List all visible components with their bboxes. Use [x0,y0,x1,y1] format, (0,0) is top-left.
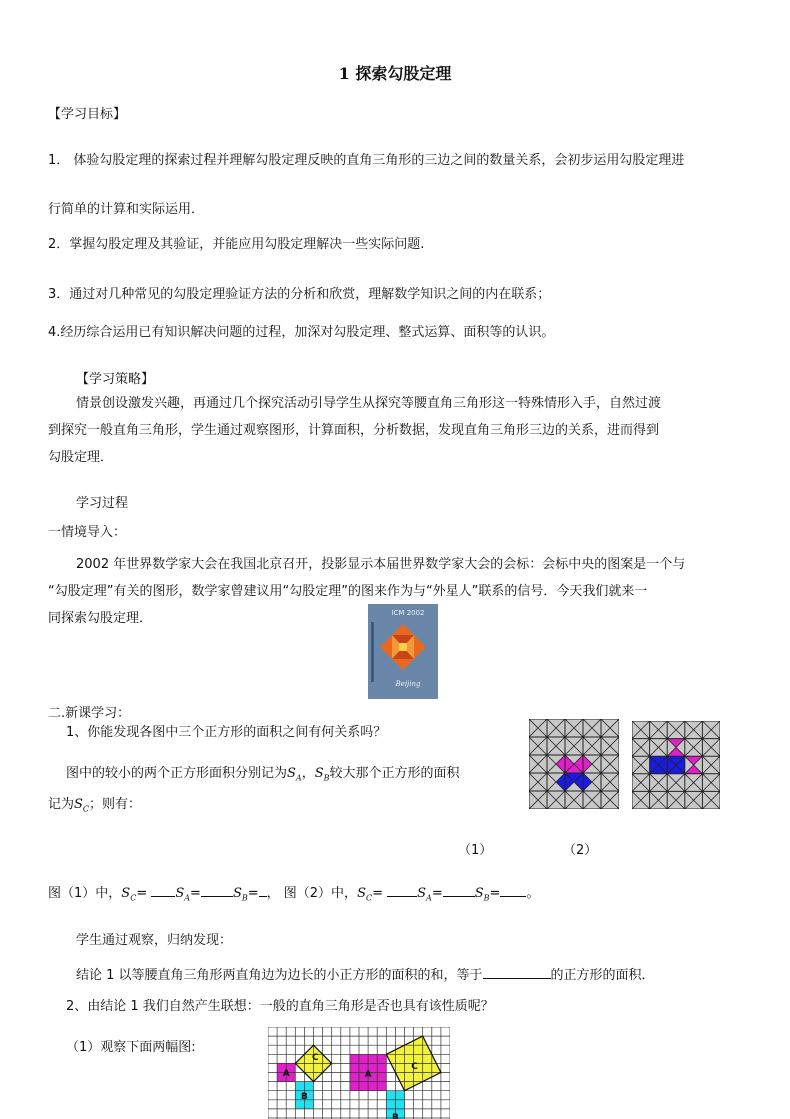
var-sc: $S_C$ [74,797,90,814]
var-sb-2: $S_B$ [474,886,490,903]
goal-3: 3．通过对几种常见的勾股定理验证方法的分析和欣赏，理解数学知识之间的内在联系； [48,287,551,302]
strategy-line-1: 情景创设激发兴趣，再通过几个探究活动引导学生从探究等腰直角三角形这一特殊情形入手，自然过渡 [76,396,662,411]
var-sa: $S_A$ [287,766,302,783]
page-title: 1 探索勾股定理 [338,64,452,83]
intro-line-2: “勾股定理”有关的图形，数学家曾建议用“勾股定理”的图来作为与“外星人”联系的信号．今天我们就来一 [48,584,648,599]
strategy-heading: 【学习策略】 [76,372,155,387]
fill-in-line [48,884,539,903]
blank-sc-2[interactable] [387,884,417,897]
observation-line: 学生通过观察，归纳发现： [76,933,233,948]
strategy-line-3: 勾股定理． [48,450,114,465]
question-1: 1、你能发现各图中三个正方形的面积之间有何关系吗？ [66,725,387,740]
eq: = [489,886,501,901]
conclusion-1-pre: 结论 1 以等腰直角三角形两直角边为边长的小正方形的面积的和，等于 [76,968,483,983]
var-sb: $S_B$ [314,766,330,783]
label-b-left: B [300,1091,308,1102]
label-a-right: A [364,1070,372,1081]
q1a-post: 较大那个正方形的面积 [329,766,460,781]
label-b-right: B [391,1112,399,1119]
conclusion-1-post: 的正方形的面积． [550,968,655,983]
label-a-left: A [282,1069,290,1080]
strategy-line-2: 到探究一般直角三角形，学生通过观察图形，计算面积，分析数据，发现直角三角形三边的关系，进而得到 [48,423,660,438]
question-2: 2、由结论 1 我们自然产生联想：一般的直角三角形是否也具有该性质呢？ [66,999,494,1014]
goal-4: 4.经历综合运用已有知识解决问题的过程，加深对勾股定理、整式运算、面积等的认识。 [48,325,555,340]
section-intro: 一情境导入： [48,525,127,540]
comma: ， [301,766,315,781]
goal-1: 1． 体验勾股定理的探索过程并理解勾股定理反映的直角三角形的三边之间的数量关系，会初步运用勾股定理进 [48,153,685,168]
figure-1-grid [529,719,619,809]
q1b-pre: 记为 [48,797,75,812]
question-2-sub-1: （1）观察下面两幅图: [66,1040,196,1055]
eq: = [247,886,259,901]
var-sc-2: $S_C$ [357,886,373,903]
blank-sb-1[interactable] [259,884,267,897]
period: 。 [526,886,540,901]
goal-1-cont: 行简单的计算和实际运用． [48,202,205,217]
q1a-pre: 图中的较小的两个正方形面积分别记为 [66,766,288,781]
blank-sa-1[interactable] [201,884,233,897]
intro-line-1: 2002 年世界数学家大会在我国北京召开，投影显示本届世界数学家大会的会标：会标中央的图案是一个与 [76,557,686,572]
eq: = [136,886,148,901]
blank-sc-1[interactable] [151,884,175,897]
figure-squares-grid [268,1027,450,1119]
section-new: 二.新课学习： [48,706,131,721]
label-c-right: C [411,1061,418,1072]
emblem-center-square [399,643,407,651]
fill-fig1-label: 图（1）中， [48,886,122,901]
goals-heading: 【学习目标】 [48,107,127,122]
question-1-text-a [66,766,460,783]
var-sa-2: $S_A$ [417,886,432,903]
figure-2-label: （2） [563,843,598,858]
blank-sa-2[interactable] [443,884,475,897]
blank-conclusion-1[interactable] [483,966,551,979]
var-sa-1: $S_A$ [175,886,191,903]
figure-1-label: （1） [458,843,493,858]
label-c-left: C [312,1052,319,1063]
icm-emblem-image [368,604,438,699]
process-heading: 学习过程 [76,496,129,511]
goal-2: 2．掌握勾股定理及其验证，并能应用勾股定理解决一些实际问题. [48,237,425,252]
emblem-top-text: ICM 2002 [391,609,425,617]
var-sb-1: $S_B$ [232,886,248,903]
var-sc-1: $S_C$ [121,886,137,903]
emblem-side-band [371,622,374,682]
figure-2-grid [632,721,720,809]
q1b-post: ；则有： [89,797,142,812]
eq: = [372,886,383,901]
eq: = [190,886,201,901]
emblem-bottom-text: Beijing [395,680,421,688]
conclusion-1 [76,966,655,984]
eq: = [431,886,443,901]
fill-fig2-label: ， 图（2）中， [266,886,358,901]
intro-line-3: 同探索勾股定理． [48,611,153,626]
question-1-text-b [48,797,141,814]
blank-sb-2[interactable] [500,884,526,897]
